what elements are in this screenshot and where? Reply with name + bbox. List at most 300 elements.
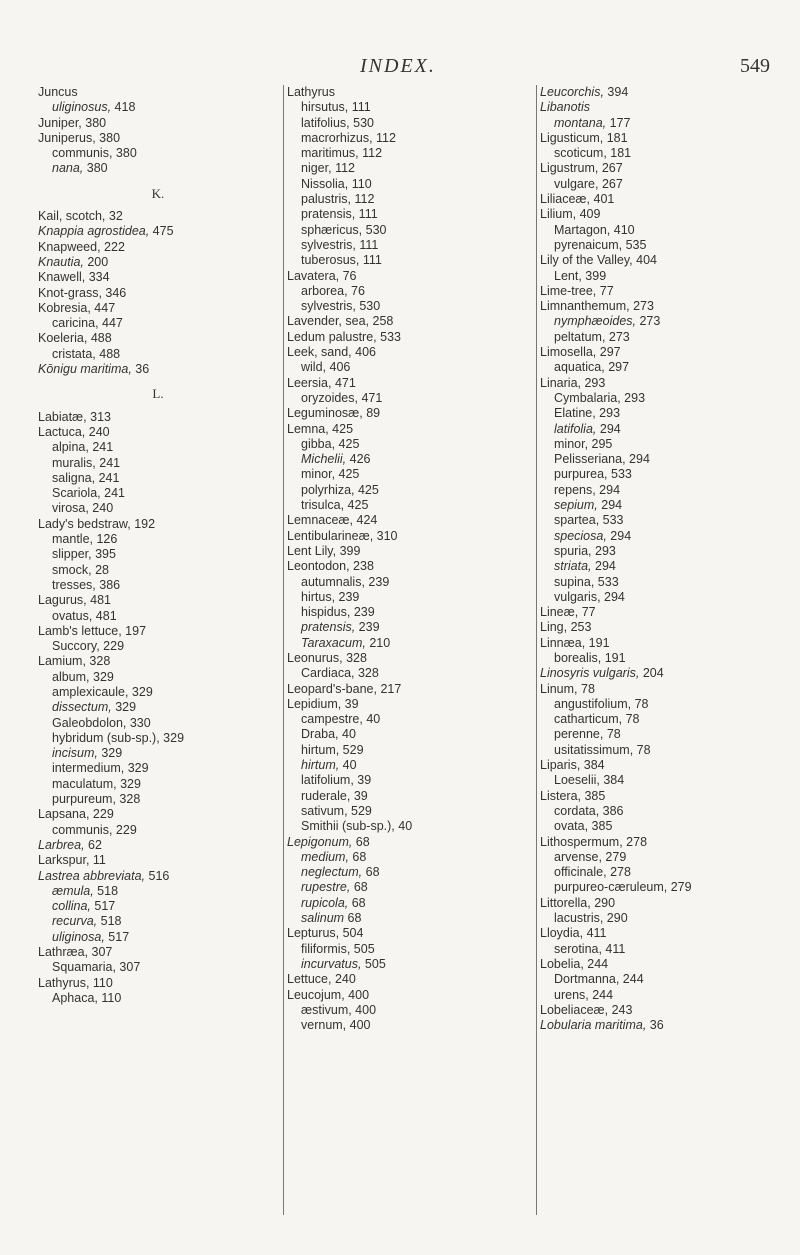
index-entry xyxy=(38,410,278,425)
entry-page-ref: 77 xyxy=(596,283,614,298)
entry-term: minor, xyxy=(554,436,589,451)
entry-page-ref: 535 xyxy=(622,237,647,252)
entry-term: Leguminosæ, xyxy=(287,406,363,421)
entry-term: Lobeliaceæ, xyxy=(540,1002,609,1017)
entry-page-ref: 78 xyxy=(603,727,621,742)
index-entry xyxy=(540,116,780,131)
index-entry xyxy=(287,835,527,850)
entry-page-ref: 267 xyxy=(598,176,623,191)
entry-page-ref: 328 xyxy=(85,654,111,669)
entry-page-ref: 112 xyxy=(358,146,383,161)
entry-term: macrorhizus, xyxy=(301,130,373,145)
entry-term: Lettuce, xyxy=(287,972,332,987)
entry-page-ref: 310 xyxy=(373,528,398,543)
entry-page-ref: 307 xyxy=(115,960,141,975)
entry-page-ref: 295 xyxy=(588,436,613,451)
entry-term: Linaria, xyxy=(540,375,581,390)
entry-page-ref: 328 xyxy=(354,666,379,681)
entry-page-ref: 425 xyxy=(335,436,360,451)
entry-term: arvense, xyxy=(554,849,602,864)
entry-term: slipper, xyxy=(52,547,92,562)
entry-term: sativum, xyxy=(301,803,348,818)
index-entry xyxy=(287,513,527,528)
entry-page-ref: 200 xyxy=(83,254,109,269)
index-entry xyxy=(287,682,527,697)
index-entry xyxy=(287,712,527,727)
entry-term: Knautia, xyxy=(38,254,84,269)
entry-term: L. xyxy=(152,386,164,402)
entry-page-ref: 39 xyxy=(350,788,368,803)
index-entry xyxy=(287,360,527,375)
entry-term: Lent, xyxy=(554,268,582,283)
index-entry xyxy=(287,131,527,146)
entry-term: dissectum, xyxy=(52,700,112,715)
entry-term: borealis, xyxy=(554,650,602,665)
index-entry xyxy=(287,819,527,834)
entry-term: vulgaris, xyxy=(554,589,601,604)
entry-term: Kail, scotch, xyxy=(38,209,106,224)
entry-term: oryzoides, xyxy=(301,390,358,405)
entry-page-ref: 481 xyxy=(92,608,117,623)
entry-page-ref: 241 xyxy=(95,455,121,470)
index-entry xyxy=(38,240,278,255)
entry-page-ref: 240 xyxy=(331,972,356,987)
entry-page-ref: 425 xyxy=(344,498,369,513)
entry-term: Liparis, xyxy=(540,758,581,773)
index-entry xyxy=(540,896,780,911)
entry-page-ref: 78 xyxy=(631,696,649,711)
entry-term: recurva, xyxy=(52,914,98,929)
entry-page-ref: 395 xyxy=(91,547,116,562)
index-entry xyxy=(540,972,780,987)
index-entry xyxy=(287,957,527,972)
index-entry xyxy=(540,773,780,788)
entry-term: saligna, xyxy=(52,470,96,485)
entry-page-ref: 447 xyxy=(98,316,123,331)
entry-page-ref: 533 xyxy=(607,467,632,482)
index-entry xyxy=(287,238,527,253)
index-entry xyxy=(38,838,278,853)
index-entry xyxy=(38,425,278,440)
entry-term: ovata, xyxy=(554,819,589,834)
entry-term: hirtum, xyxy=(301,742,340,757)
entry-page-ref: 111 xyxy=(359,253,382,268)
entry-page-ref: 481 xyxy=(86,593,111,608)
index-entry xyxy=(38,716,278,731)
entry-term: Ledum palustre, xyxy=(287,329,377,344)
entry-term: Limosella, xyxy=(540,345,597,360)
entry-term: Lady's bedstraw, xyxy=(38,516,131,531)
entry-term: aquatica, xyxy=(554,360,605,375)
entry-term: album, xyxy=(52,669,90,684)
entry-page-ref: 411 xyxy=(601,941,626,956)
index-entry xyxy=(38,670,278,685)
entry-page-ref: 399 xyxy=(336,543,361,558)
entry-page-ref: 239 xyxy=(350,605,375,620)
index-entry xyxy=(540,483,780,498)
entry-page-ref: 530 xyxy=(349,115,374,130)
entry-page-ref: 210 xyxy=(365,635,391,650)
index-entry xyxy=(287,666,527,681)
index-entry xyxy=(540,911,780,926)
entry-page-ref: 36 xyxy=(646,1018,664,1033)
entry-page-ref: 424 xyxy=(353,513,378,528)
index-column-3 xyxy=(536,85,780,1215)
entry-term: nymphæoides, xyxy=(554,314,636,329)
entry-term: sylvestris, xyxy=(301,237,356,252)
index-entry xyxy=(38,777,278,792)
entry-page-ref: 294 xyxy=(625,452,650,467)
entry-page-ref: 76 xyxy=(339,268,357,283)
index-entry xyxy=(287,100,527,115)
index-entry xyxy=(540,880,780,895)
entry-page-ref: 36 xyxy=(131,362,150,377)
entry-term: Lathyrus, xyxy=(38,975,90,990)
entry-page-ref: 293 xyxy=(591,543,616,558)
index-entry xyxy=(287,284,527,299)
entry-page-ref: 258 xyxy=(369,314,394,329)
index-entry xyxy=(287,789,527,804)
entry-page-ref: 290 xyxy=(603,911,628,926)
entry-term: Koeleria, xyxy=(38,331,88,346)
index-entry xyxy=(540,544,780,559)
entry-page-ref: 517 xyxy=(104,929,130,944)
entry-page-ref: 399 xyxy=(581,268,607,283)
index-entry xyxy=(38,746,278,761)
index-entry xyxy=(287,467,527,482)
index-entry xyxy=(38,792,278,807)
entry-term: Linnæa, xyxy=(540,635,586,650)
entry-page-ref: 504 xyxy=(339,926,364,941)
entry-page-ref: 394 xyxy=(603,85,629,99)
entry-page-ref: 244 xyxy=(583,956,609,971)
entry-page-ref: 279 xyxy=(601,849,627,864)
index-entry xyxy=(287,1018,527,1033)
entry-term: Libanotis xyxy=(540,100,591,115)
entry-term: smock, xyxy=(52,562,92,577)
entry-term: filiformis, xyxy=(301,941,351,956)
index-entry xyxy=(287,804,527,819)
index-entry xyxy=(540,651,780,666)
entry-term: alpina, xyxy=(52,440,89,455)
entry-page-ref: 411 xyxy=(583,926,607,941)
entry-term: Lavender, sea, xyxy=(287,314,370,329)
entry-term: hispidus, xyxy=(301,605,351,620)
entry-page-ref: 112 xyxy=(351,192,375,207)
index-entry xyxy=(540,758,780,773)
index-entry xyxy=(38,624,278,639)
entry-page-ref: 240 xyxy=(88,501,114,516)
entry-term: Draba, xyxy=(301,727,339,742)
entry-page-ref: 240 xyxy=(85,424,110,439)
entry-page-ref: 294 xyxy=(591,559,616,574)
entry-term: lacustris, xyxy=(554,911,604,926)
index-entry xyxy=(38,578,278,593)
entry-term: Larkspur, xyxy=(38,853,90,868)
entry-page-ref: 241 xyxy=(95,470,120,485)
index-entry xyxy=(540,223,780,238)
entry-page-ref: 384 xyxy=(599,773,625,788)
entry-page-ref: 78 xyxy=(577,681,595,696)
entry-term: mantle, xyxy=(52,532,93,547)
entry-term: officinale, xyxy=(554,865,607,880)
entry-page-ref: 530 xyxy=(362,222,387,237)
entry-term: wild, xyxy=(301,360,327,375)
index-entry xyxy=(38,116,278,131)
entry-term: Cardiaca, xyxy=(301,666,355,681)
index-entry xyxy=(540,146,780,161)
index-entry xyxy=(287,253,527,268)
entry-term: amplexicaule, xyxy=(52,684,129,699)
entry-page-ref: 110 xyxy=(348,176,372,191)
index-entry xyxy=(38,255,278,270)
entry-page-ref: 112 xyxy=(331,161,355,176)
entry-page-ref: 68 xyxy=(344,911,362,926)
index-entry xyxy=(287,161,527,176)
index-entry xyxy=(540,376,780,391)
entry-term: campestre, xyxy=(301,712,363,727)
entry-page-ref: 329 xyxy=(159,730,185,745)
index-entry xyxy=(540,1003,780,1018)
entry-term: spartea, xyxy=(554,513,600,528)
index-entry xyxy=(540,712,780,727)
entry-page-ref: 425 xyxy=(335,467,360,482)
entry-term: rupestre, xyxy=(301,880,351,895)
entry-page-ref: 11 xyxy=(89,853,106,868)
entry-page-ref: 297 xyxy=(604,360,630,375)
index-entry xyxy=(287,406,527,421)
index-entry xyxy=(287,865,527,880)
entry-term: Littorella, xyxy=(540,895,591,910)
entry-term: tuberosus, xyxy=(301,253,360,268)
entry-term: Larbrea, xyxy=(38,837,85,852)
entry-page-ref: 229 xyxy=(112,822,137,837)
entry-term: Kōnigu maritima, xyxy=(38,362,132,377)
entry-term: Dortmanna, xyxy=(554,972,620,987)
entry-term: hybridum (sub-sp.), xyxy=(52,730,160,745)
entry-page-ref: 400 xyxy=(344,987,370,1002)
entry-term: scoticum, xyxy=(554,146,607,161)
entry-page-ref: 471 xyxy=(331,375,356,390)
entry-page-ref: 253 xyxy=(567,620,592,635)
index-entry xyxy=(540,284,780,299)
index-entry xyxy=(38,517,278,532)
index-entry xyxy=(38,316,278,331)
entry-term: Succory, xyxy=(52,639,100,654)
entry-page-ref: 76 xyxy=(347,283,365,298)
index-entry xyxy=(287,192,527,207)
entry-term: perenne, xyxy=(554,727,604,742)
entry-term: salinum xyxy=(301,911,345,926)
entry-page-ref: 380 xyxy=(81,115,107,130)
entry-page-ref: 293 xyxy=(595,406,621,421)
index-entry xyxy=(287,452,527,467)
entry-page-ref: 346 xyxy=(101,285,127,300)
entry-term: Liliaceæ, xyxy=(540,192,591,207)
index-entry xyxy=(38,532,278,547)
entry-term: vernum, xyxy=(301,1018,347,1033)
entry-page-ref: 241 xyxy=(100,486,125,501)
entry-term: æstivum, xyxy=(301,1002,352,1017)
index-entry xyxy=(540,804,780,819)
index-entry xyxy=(540,422,780,437)
entry-term: Lagurus, xyxy=(38,593,87,608)
entry-term: sylvestris, xyxy=(301,299,356,314)
entry-page-ref: 126 xyxy=(93,532,118,547)
index-entry xyxy=(540,192,780,207)
entry-term: hirtum, xyxy=(301,758,340,773)
entry-term: Lithospermum, xyxy=(540,834,623,849)
entry-term: Leersia, xyxy=(287,375,332,390)
entry-term: Leopard's-bane, xyxy=(287,681,377,696)
entry-page-ref: 425 xyxy=(354,482,379,497)
index-entry xyxy=(540,789,780,804)
entry-term: niger, xyxy=(301,161,332,176)
entry-page-ref: 404 xyxy=(632,253,657,268)
index-entry xyxy=(540,131,780,146)
entry-term: Lavatera, xyxy=(287,268,340,283)
entry-page-ref: 278 xyxy=(622,834,648,849)
entry-term: Lamium, xyxy=(38,654,86,669)
entry-page-ref: 197 xyxy=(121,623,147,638)
index-entry xyxy=(540,850,780,865)
index-entry xyxy=(287,207,527,222)
entry-page-ref: 406 xyxy=(326,360,351,375)
index-entry xyxy=(540,605,780,620)
index-entry xyxy=(540,727,780,742)
entry-term: Squamaria, xyxy=(52,960,116,975)
index-entry xyxy=(540,926,780,941)
entry-page-ref: 385 xyxy=(588,819,613,834)
entry-term: ovatus, xyxy=(52,608,93,623)
entry-term: communis, xyxy=(52,146,113,161)
entry-page-ref: 177 xyxy=(606,115,631,130)
entry-page-ref: 518 xyxy=(93,883,119,898)
entry-page-ref: 329 xyxy=(111,700,137,715)
entry-term: Leontodon, xyxy=(287,559,350,574)
entry-term: Ligustrum, xyxy=(540,161,599,176)
index-entry xyxy=(38,486,278,501)
entry-term: sphæricus, xyxy=(301,222,363,237)
entry-term: latifolius, xyxy=(301,115,350,130)
entry-page-ref: 329 xyxy=(116,776,141,791)
entry-page-ref: 307 xyxy=(88,945,113,960)
entry-page-ref: 32 xyxy=(105,209,123,224)
entry-term: maculatum, xyxy=(52,776,117,791)
entry-term: striata, xyxy=(554,559,592,574)
index-entry xyxy=(38,899,278,914)
entry-page-ref: 447 xyxy=(90,300,116,315)
entry-term: arborea, xyxy=(301,283,348,298)
entry-page-ref: 294 xyxy=(606,528,632,543)
index-entry xyxy=(540,819,780,834)
entry-term: speciosa, xyxy=(554,528,607,543)
entry-term: Lineæ, xyxy=(540,605,579,620)
entry-page-ref: 110 xyxy=(89,975,113,990)
entry-page-ref: 111 xyxy=(348,100,371,115)
index-entry xyxy=(287,223,527,238)
entry-term: cordata, xyxy=(554,803,600,818)
entry-page-ref: 533 xyxy=(376,329,401,344)
entry-term: Aphaca, xyxy=(52,990,98,1005)
index-entry xyxy=(540,253,780,268)
index-entry xyxy=(38,270,278,285)
entry-page-ref: 293 xyxy=(581,375,606,390)
entry-page-ref: 273 xyxy=(605,329,630,344)
index-entry xyxy=(540,636,780,651)
entry-term: Juncus xyxy=(38,85,78,99)
running-title: INDEX. xyxy=(360,55,436,77)
index-entry xyxy=(38,471,278,486)
entry-page-ref: 39 xyxy=(353,773,372,788)
index-entry xyxy=(540,85,780,100)
entry-page-ref: 529 xyxy=(339,742,364,757)
entry-term: purpurea, xyxy=(554,467,608,482)
index-entry xyxy=(540,100,780,115)
entry-page-ref: 181 xyxy=(603,130,628,145)
index-entry xyxy=(38,914,278,929)
entry-term: Lemna, xyxy=(287,421,329,436)
section-letter xyxy=(38,177,278,209)
index-entry xyxy=(540,437,780,452)
section-letter xyxy=(38,377,278,409)
index-entry xyxy=(38,639,278,654)
entry-page-ref: 505 xyxy=(361,956,386,971)
entry-term: Listera, xyxy=(540,788,581,803)
entry-page-ref: 244 xyxy=(619,972,644,987)
entry-page-ref: 380 xyxy=(95,130,121,145)
entry-term: Lapsana, xyxy=(38,807,90,822)
entry-term: maritimus, xyxy=(301,146,359,161)
entry-page-ref: 40 xyxy=(339,758,357,773)
entry-term: trisulca, xyxy=(301,498,345,513)
entry-page-ref: 239 xyxy=(355,620,380,635)
entry-term: latifolia, xyxy=(554,421,597,436)
index-entry xyxy=(38,85,278,100)
index-entry xyxy=(38,224,278,239)
entry-term: Lent Lily, xyxy=(287,543,337,558)
entry-term: incisum, xyxy=(52,746,98,761)
entry-term: Scariola, xyxy=(52,486,101,501)
entry-term: palustris, xyxy=(301,192,352,207)
entry-page-ref: 217 xyxy=(376,681,402,696)
index-entry xyxy=(540,452,780,467)
index-entry xyxy=(38,440,278,455)
index-entry xyxy=(287,559,527,574)
entry-page-ref: 386 xyxy=(95,577,121,592)
entry-term: gibba, xyxy=(301,436,336,451)
entry-term: peltatum, xyxy=(554,329,606,344)
entry-term: hirsutus, xyxy=(301,100,349,115)
entry-page-ref: 380 xyxy=(112,146,137,161)
index-entry xyxy=(38,547,278,562)
entry-term: autumnalis, xyxy=(301,574,365,589)
index-entry xyxy=(540,330,780,345)
index-entry xyxy=(540,988,780,1003)
index-entry xyxy=(287,988,527,1003)
entry-page-ref: 89 xyxy=(362,406,381,421)
index-entry xyxy=(38,976,278,991)
index-entry xyxy=(287,926,527,941)
entry-page-ref: 204 xyxy=(639,666,664,681)
entry-page-ref: 530 xyxy=(355,299,381,314)
entry-term: Martagon, xyxy=(554,222,611,237)
entry-page-ref: 518 xyxy=(97,914,122,929)
entry-term: Michelii, xyxy=(301,452,347,467)
entry-term: Juniperus, xyxy=(38,130,96,145)
entry-page-ref: 328 xyxy=(115,792,141,807)
index-entry xyxy=(38,456,278,471)
